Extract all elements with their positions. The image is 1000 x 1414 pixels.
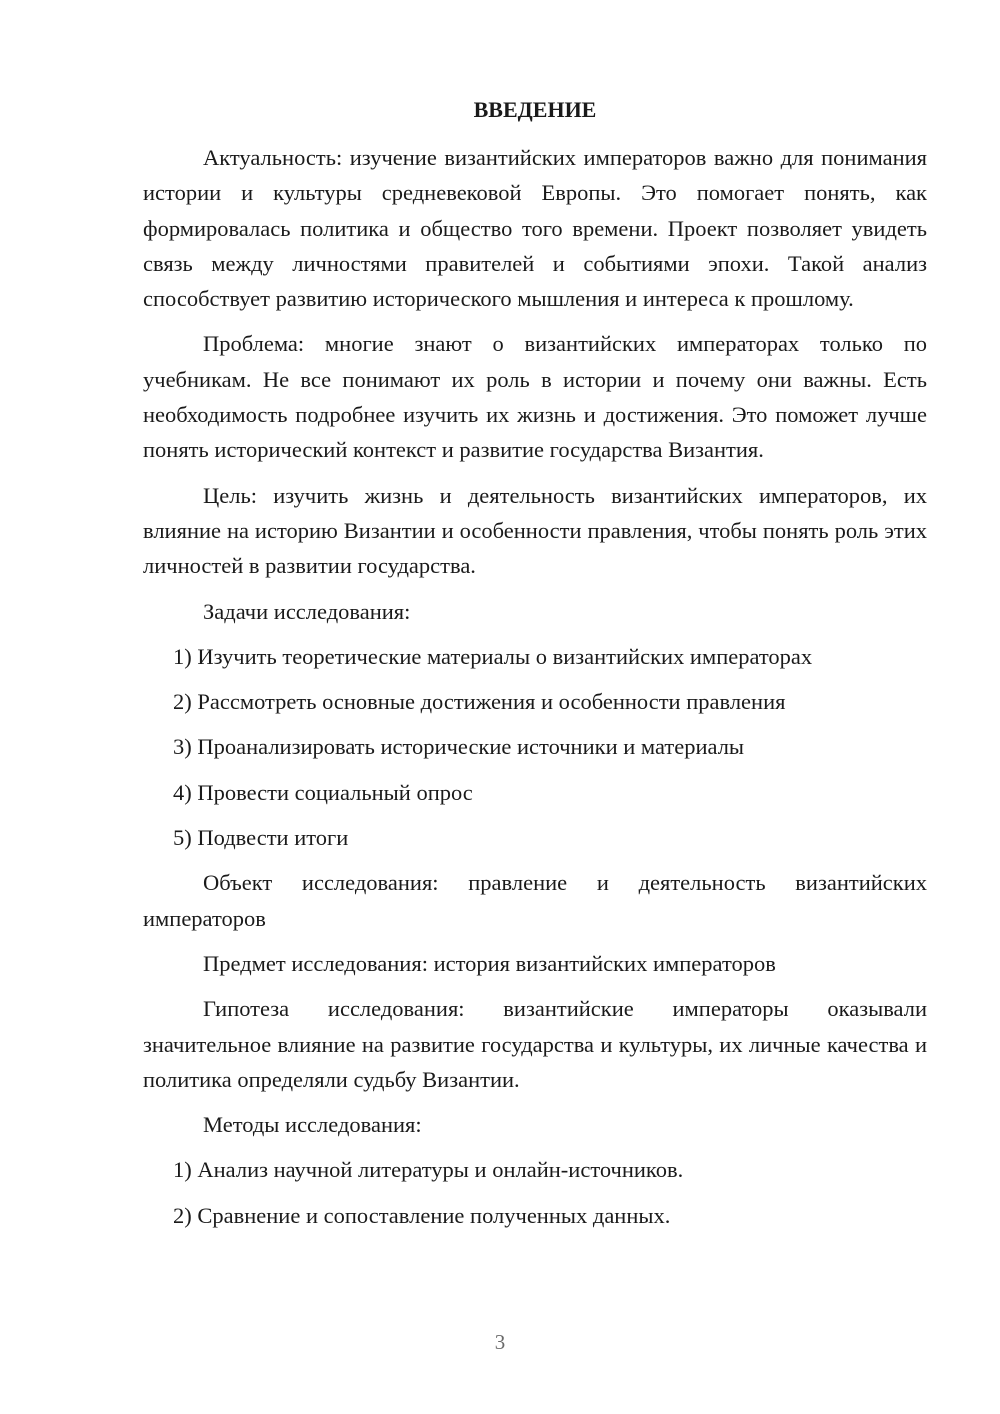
goal-paragraph: Цель: изучить жизнь и деятельность византийских императоров, их влияние на историю Византии и особенности правления, чтобы понять роль этих личностей в развитии государства.: [143, 482, 927, 579]
methods-heading: Методы исследования:: [203, 1112, 422, 1138]
list-item: 2) Сравнение и сопоставление полученных данных.: [173, 1202, 671, 1228]
problem-paragraph: Проблема: многие знают о византийских императорах только по учебникам. Не все понимают их роль в истории и почему они важны. Есть необходимость подробнее изучить их жизнь и достижения. Это поможет лучше понять исторический контекст и развитие государства Византия.: [143, 331, 927, 463]
tasks-list: [143, 639, 927, 855]
subject-paragraph: Предмет исследования: история византийских императоров: [203, 950, 776, 976]
document-title: ВВЕДЕНИЕ: [473, 97, 597, 122]
document-page: [143, 92, 927, 1233]
hypothesis-paragraph: Гипотеза исследования: византийские императоры оказывали значительное влияние на развитие государства и культуры, их личные качества и политика определяли судьбу Византии.: [143, 996, 927, 1092]
list-item: 2) Рассмотреть основные достижения и особенности правления: [173, 689, 786, 715]
list-item: 1) Изучить теоретические материалы о византийских императорах: [173, 643, 813, 669]
relevance-paragraph: Актуальность: изучение византийских императоров важно для понимания истории и культуры средневековой Европы. Это помогает понять, как формировалась политика и общество того времени. Проект позволяет увидеть связь между личностями правителей и событиями эпохи. Такой анализ способствует развитию исторического мышления и интереса к прошлому.: [143, 145, 927, 312]
list-item: 5) Подвести итоги: [173, 825, 349, 851]
page-number: 3: [494, 1330, 506, 1354]
methods-list: [143, 1152, 927, 1233]
list-item: 4) Провести социальный опрос: [173, 779, 473, 805]
object-paragraph: Объект исследования: правление и деятельность византийских императоров: [143, 870, 927, 931]
tasks-heading: Задачи исследования:: [203, 598, 411, 624]
list-item: 3) Проанализировать исторические источники и материалы: [173, 734, 745, 760]
list-item: 1) Анализ научной литературы и онлайн-источников.: [173, 1157, 684, 1183]
